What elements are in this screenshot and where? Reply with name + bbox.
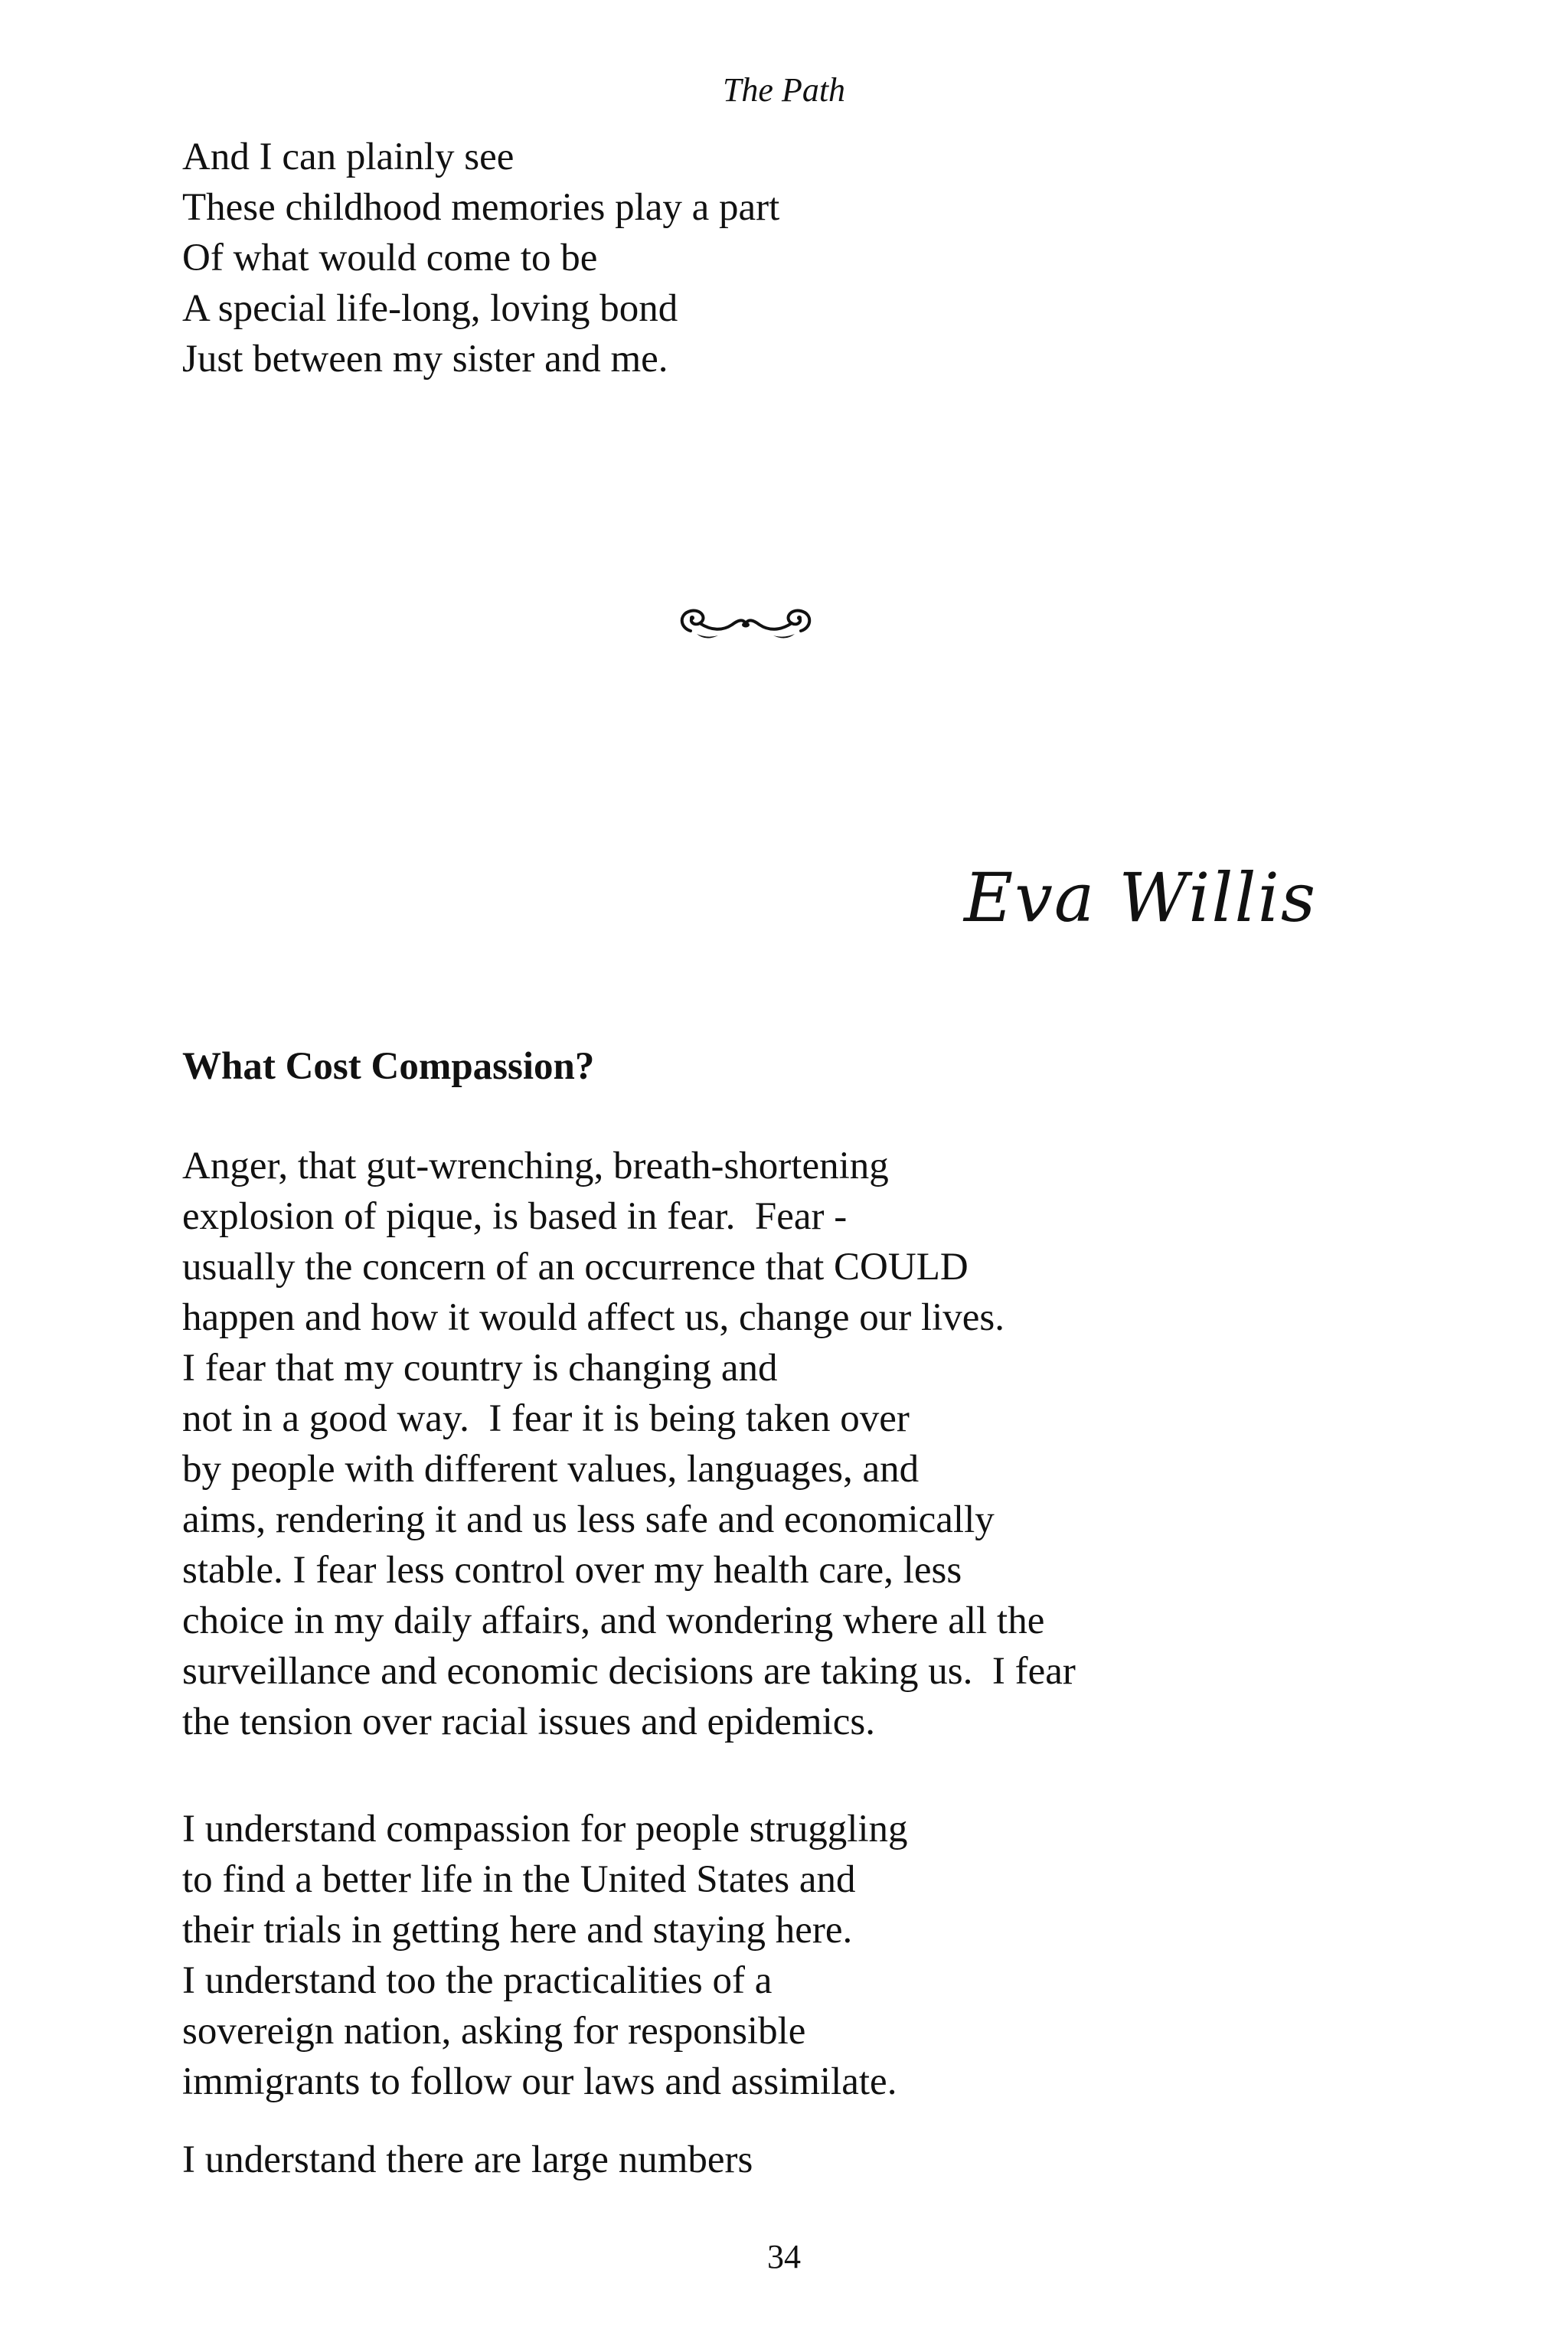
decorative-flourish-icon [669, 597, 822, 651]
paragraph-line: I understand compassion for people struggling [182, 1808, 908, 1851]
paragraph-line: not in a good way. I fear it is being taken over [182, 1397, 910, 1440]
running-header: The Path [722, 71, 846, 109]
poem-line: Just between my sister and me. [182, 338, 668, 381]
paragraph-line: Anger, that gut-wrenching, breath-shortening [182, 1145, 889, 1187]
poem-ending [182, 132, 1423, 384]
page-number: 34 [767, 2238, 801, 2275]
paragraph-line: usually the concern of an occurrence that COULD [182, 1246, 969, 1289]
poem-line: And I can plainly see [182, 136, 514, 178]
essay-paragraph [182, 1804, 1423, 2107]
paragraph-line: the tension over racial issues and epidemics. [182, 1700, 875, 1743]
paragraph-line: by people with different values, languages, and [182, 1448, 920, 1491]
paragraph-line: I understand too the practicalities of a [182, 1959, 773, 2002]
paragraph-line: choice in my daily affairs, and wondering where all the [182, 1599, 1045, 1642]
essay-paragraph [182, 1141, 1423, 1747]
paragraph-line: I fear that my country is changing and [182, 1347, 778, 1390]
paragraph-line: stable. I fear less control over my health care, less [182, 1549, 962, 1592]
paragraph-line: aims, rendering it and us less safe and economically [182, 1498, 995, 1541]
paragraph-line: immigrants to follow our laws and assimilate. [182, 2060, 897, 2103]
author-name: Eva Willis [963, 858, 1317, 937]
paragraph-line: surveillance and economic decisions are taking us. I fear [182, 1650, 1076, 1693]
paragraph-line: their trials in getting here and staying here. [182, 1909, 853, 1952]
paragraph-line: explosion of pique, is based in fear. Fear - [182, 1195, 848, 1238]
essay-title: What Cost Compassion? [182, 1045, 595, 1088]
paragraph-line: sovereign nation, asking for responsible [182, 2010, 806, 2053]
paragraph-line: I understand there are large numbers [182, 2138, 753, 2181]
paragraph-line: to find a better life in the United States and [182, 1858, 856, 1901]
poem-line: A special life-long, loving bond [182, 287, 678, 330]
poem-line: Of what would come to be [182, 237, 598, 279]
essay-paragraph [182, 2135, 1423, 2185]
paragraph-line: happen and how it would affect us, change our lives. [182, 1296, 1005, 1339]
poem-line: These childhood memories play a part [182, 186, 780, 229]
